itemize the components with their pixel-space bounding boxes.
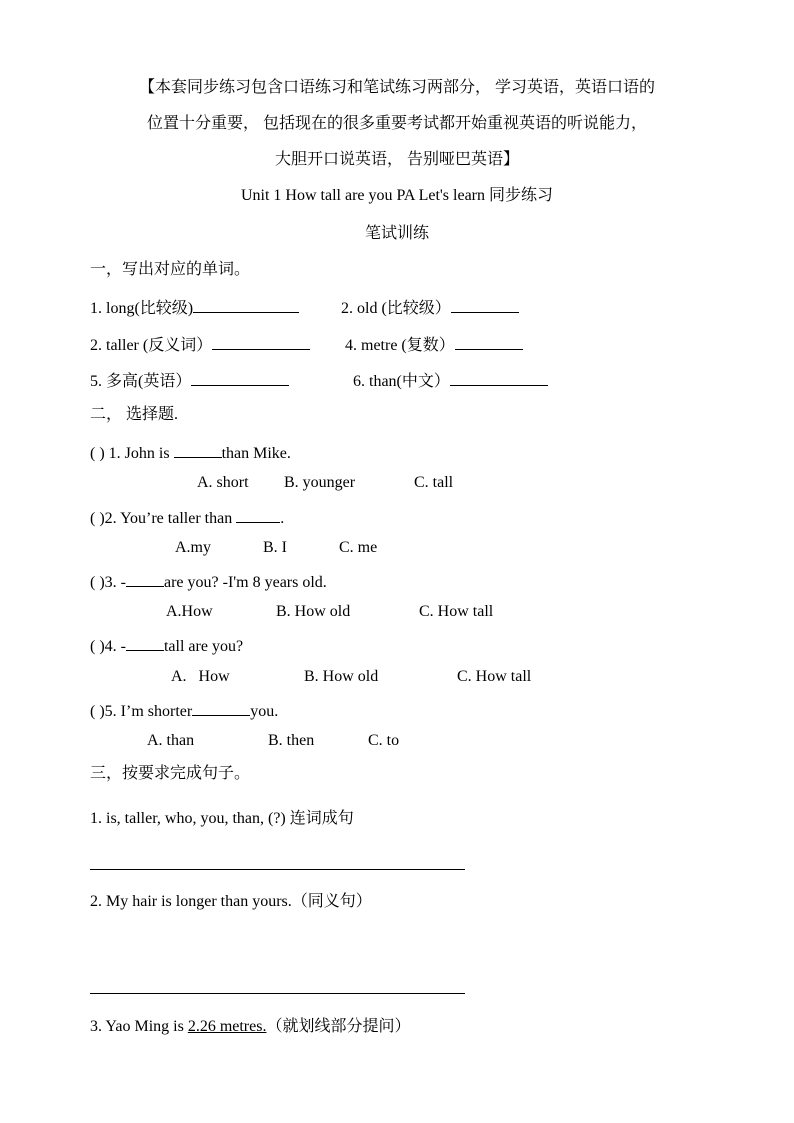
- question-text-pre: 3. Yao Ming is: [90, 1018, 188, 1035]
- question-text-pre: 3. -: [104, 574, 126, 591]
- choice-question-3: [90, 570, 327, 593]
- answer-blank[interactable]: [212, 333, 310, 350]
- q1-option-b[interactable]: B. younger: [284, 474, 356, 491]
- section1-item-6: [353, 369, 548, 392]
- answer-blank[interactable]: [174, 441, 222, 458]
- q2-option-c[interactable]: C. me: [339, 539, 378, 556]
- section3-heading: 三，按要求完成句子。: [90, 765, 251, 782]
- answer-paren[interactable]: ( ): [90, 638, 105, 655]
- answer-blank[interactable]: [193, 296, 299, 313]
- intro-line-1: 【本套同步练习包含口语练习和笔试练习两部分， 学习英语，英语口语的: [138, 79, 655, 96]
- q5-option-b[interactable]: B. then: [268, 732, 315, 749]
- section3-question-3: [90, 1017, 410, 1037]
- item-label: 2. taller (反义词）: [90, 337, 213, 354]
- section2-heading: 二， 选择题.: [90, 406, 179, 423]
- intro-line-3: 大胆开口说英语， 告别哑巴英语】: [274, 151, 519, 168]
- choice-question-5: [90, 699, 278, 722]
- question-text-post: tall are you?: [163, 638, 244, 655]
- item-label: 1. long(比较级): [90, 300, 194, 317]
- answer-blank[interactable]: [451, 296, 519, 313]
- page-subtitle: 笔试训练: [364, 225, 429, 242]
- answer-blank[interactable]: [450, 369, 548, 386]
- q2-option-b[interactable]: B. I: [263, 539, 287, 556]
- answer-blank[interactable]: [126, 570, 164, 587]
- item-label: 4. metre (复数）: [345, 337, 455, 354]
- intro-line-2: 位置十分重要， 包括现在的很多重要考试都开始重视英语的听说能力，: [146, 115, 647, 132]
- question-text-post: are you? -I'm 8 years old.: [163, 574, 327, 591]
- q4-option-b[interactable]: B. How old: [304, 668, 379, 685]
- question-text-pre: 5. I’m shorter: [104, 703, 193, 720]
- answer-line-2[interactable]: [90, 993, 465, 994]
- question-text-post: .: [280, 510, 285, 527]
- question-text-post: （就划线部分提问）: [266, 1018, 411, 1035]
- section1-item-5: [90, 369, 289, 392]
- q3-option-c[interactable]: C. How tall: [419, 603, 494, 620]
- answer-blank[interactable]: [192, 699, 250, 716]
- item-label: 5. 多高(英语）: [90, 373, 192, 390]
- choice-question-1: [90, 441, 291, 464]
- item-label: 2. old (比较级）: [341, 300, 451, 317]
- section1-heading: 一，写出对应的单词。: [90, 261, 251, 278]
- choice-question-4: [90, 634, 243, 657]
- q3-option-b[interactable]: B. How old: [276, 603, 351, 620]
- section1-item-2: [341, 296, 519, 319]
- page-title: Unit 1 How tall are you PA Let's learn 同步练习: [240, 187, 554, 204]
- q1-option-c[interactable]: C. tall: [414, 474, 454, 491]
- item-label: 6. than(中文）: [353, 373, 450, 390]
- section3-question-1: 1. is, taller, who, you, than, (?) 连词成句: [90, 810, 354, 827]
- question-text-pre: 4. -: [104, 638, 126, 655]
- q2-option-a[interactable]: A.my: [175, 539, 211, 556]
- q4-option-a[interactable]: A. How: [171, 668, 230, 685]
- section1-item-1: [90, 296, 299, 319]
- section3-question-2: 2. My hair is longer than yours.（同义句）: [90, 893, 372, 910]
- question-text-pre: 1. John is: [104, 445, 174, 462]
- underlined-phrase: 2.26 metres.: [187, 1018, 267, 1035]
- answer-line-1[interactable]: [90, 869, 465, 870]
- q4-option-c[interactable]: C. How tall: [457, 668, 532, 685]
- question-text-post: you.: [250, 703, 279, 720]
- q3-option-a[interactable]: A.How: [166, 603, 213, 620]
- answer-paren[interactable]: ( ): [90, 574, 105, 591]
- question-text-pre: 2. You’re taller than: [104, 510, 237, 527]
- q5-option-c[interactable]: C. to: [368, 732, 400, 749]
- section1-item-4: [345, 333, 523, 356]
- answer-blank[interactable]: [236, 506, 280, 523]
- answer-blank[interactable]: [455, 333, 523, 350]
- answer-blank[interactable]: [126, 634, 164, 651]
- answer-blank[interactable]: [191, 369, 289, 386]
- answer-paren[interactable]: ( ): [90, 445, 105, 462]
- answer-paren[interactable]: ( ): [90, 510, 105, 527]
- choice-question-2: [90, 506, 284, 529]
- q5-option-a[interactable]: A. than: [147, 732, 195, 749]
- answer-paren[interactable]: ( ): [90, 703, 105, 720]
- question-text-post: than Mike.: [221, 445, 291, 462]
- section1-item-3: [90, 333, 310, 356]
- q1-option-a[interactable]: A. short: [197, 474, 249, 491]
